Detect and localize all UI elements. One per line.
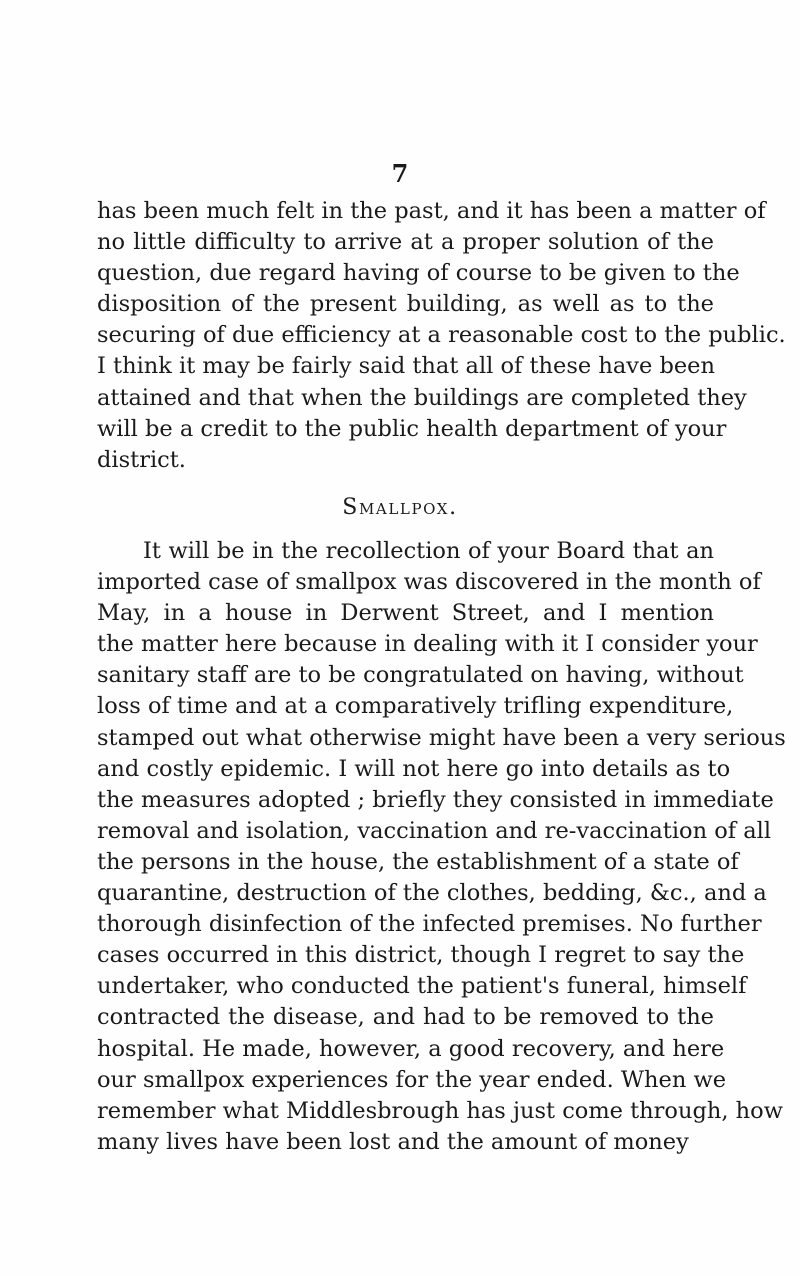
text-line: sanitary staff are to be congratulated on having, without xyxy=(97,662,744,689)
text-line: many lives have been lost and the amount of money xyxy=(97,1128,689,1155)
text-line: hospital. He made, however, a good recovery, and here xyxy=(97,1035,725,1062)
text-line: the persons in the house, the establishment of a state of xyxy=(97,848,739,875)
text-line: will be a credit to the public health department of your xyxy=(97,415,727,442)
text-line: undertaker, who conducted the patient's funeral, himself xyxy=(97,973,747,1000)
text-line: May, in a house in Derwent Street, and I mention xyxy=(97,600,714,627)
text-line: contracted the disease, and had to be removed to the xyxy=(97,1004,714,1031)
paragraph-2 xyxy=(97,536,786,1158)
text-line: remember what Middlesbrough has just come through, how xyxy=(97,1097,783,1124)
text-line: imported case of smallpox was discovered in the month of xyxy=(97,569,761,596)
text-line: stamped out what otherwise might have been a very serious xyxy=(97,724,786,751)
section-heading-smallpox: Smallpox. xyxy=(342,495,458,520)
text-line: attained and that when the buildings are completed they xyxy=(97,384,747,411)
text-line: question, due regard having of course to be given to the xyxy=(97,260,740,287)
text-line: cases occurred in this district, though I regret to say the xyxy=(97,942,745,969)
text-line: our smallpox experiences for the year ended. When we xyxy=(97,1066,727,1093)
text-line: the measures adopted ; briefly they consisted in immediate xyxy=(97,786,774,813)
text-line: and costly epidemic. I will not here go into details as to xyxy=(97,755,731,782)
paragraph-1 xyxy=(97,196,786,476)
text-line: I think it may be fairly said that all of these have been xyxy=(97,353,715,380)
text-line: has been much felt in the past, and it has been a matter of xyxy=(97,198,766,224)
text-line: no little difficulty to arrive at a proper solution of the xyxy=(97,229,714,256)
text-line: thorough disinfection of the infected premises. No further xyxy=(97,911,762,938)
text-line: the matter here because in dealing with it I consider your xyxy=(97,631,758,658)
page-number: 7 xyxy=(391,159,409,188)
text-line: quarantine, destruction of the clothes, bedding, &c., and a xyxy=(97,880,767,907)
text-line: district. xyxy=(97,446,186,473)
text-line: disposition of the present building, as well as to the xyxy=(97,291,714,318)
text-line: removal and isolation, vaccination and re-vaccination of all xyxy=(97,817,772,844)
text-line: securing of due efficiency at a reasonable cost to the public. xyxy=(97,322,786,349)
text-line: It will be in the recollection of your Board that an xyxy=(143,538,714,564)
text-line: loss of time and at a comparatively trifling expenditure, xyxy=(97,693,734,720)
